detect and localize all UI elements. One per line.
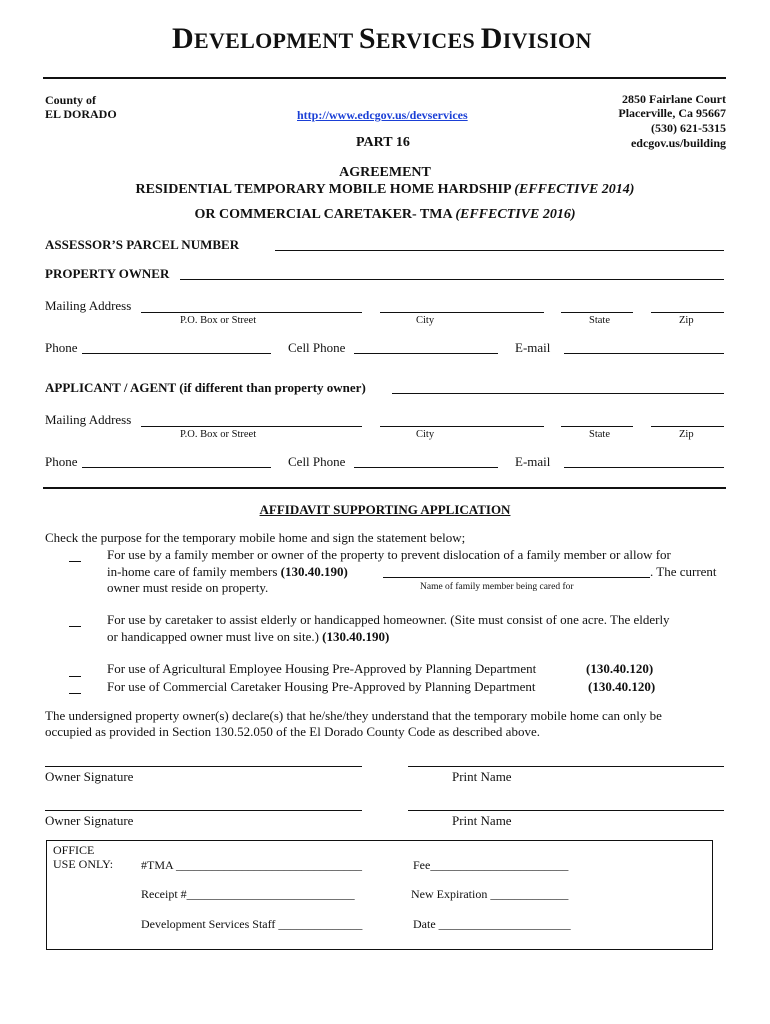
option-2-line-2 xyxy=(107,629,389,645)
applicant-state-field[interactable] xyxy=(561,426,633,427)
applicant-street-caption: P.O. Box or Street xyxy=(180,429,257,440)
owner-zip-caption: Zip xyxy=(679,315,694,326)
declaration-line-2: occupied as provided in Section 130.52.050 of the El Dorado County Code as described above. xyxy=(45,724,540,739)
option-2-checkbox[interactable] xyxy=(69,626,81,627)
applicant-city-field[interactable] xyxy=(380,426,544,427)
print-name-field-1[interactable] xyxy=(408,766,724,767)
property-owner-label: PROPERTY OWNER xyxy=(45,266,170,281)
title-word-1: EVELOPMENT xyxy=(193,28,359,53)
title-word-2: ERVICES xyxy=(375,28,481,53)
applicant-street-field[interactable] xyxy=(141,426,362,427)
option-4-checkbox[interactable] xyxy=(69,693,81,694)
date-field[interactable]: Date ______________________ xyxy=(413,917,571,931)
section-divider xyxy=(43,487,726,489)
office-label-2: USE ONLY: xyxy=(53,857,114,871)
option-2-line-1: For use by caretaker to assist elderly or handicapped homeowner. (Site must consist of one acre. The elderly xyxy=(107,612,670,627)
owner-signature-field-1[interactable] xyxy=(45,766,362,767)
owner-phone-label: Phone xyxy=(45,340,78,355)
option-3-text: For use of Agricultural Employee Housing Pre-Approved by Planning Department xyxy=(107,661,537,676)
applicant-phone-field[interactable] xyxy=(82,467,271,468)
owner-city-field[interactable] xyxy=(380,312,544,313)
title-initial-3: D xyxy=(480,22,503,55)
owner-city-caption: City xyxy=(416,315,435,326)
owner-zip-field[interactable] xyxy=(651,312,724,313)
owner-street-field[interactable] xyxy=(141,312,362,313)
applicant-cell-field[interactable] xyxy=(354,467,498,468)
agreement-subheading-1 xyxy=(0,182,770,198)
print-name-label-2: Print Name xyxy=(452,813,512,828)
title-word-3: IVISION xyxy=(502,28,592,53)
owner-signature-label-1: Owner Signature xyxy=(45,769,134,784)
applicant-cell-label: Cell Phone xyxy=(288,454,346,469)
agreement-subheading-2-effective: (EFFECTIVE 2016) xyxy=(455,207,576,222)
address-line-2: Placerville, Ca 95667 xyxy=(618,106,726,120)
part-number: PART 16 xyxy=(356,135,410,150)
option-2-line-2-text: or handicapped owner must live on site.) xyxy=(107,629,319,644)
applicant-email-label: E-mail xyxy=(515,454,551,469)
owner-cell-label: Cell Phone xyxy=(288,340,346,355)
address-line-1: 2850 Fairlane Court xyxy=(622,92,726,106)
applicant-phone-label: Phone xyxy=(45,454,78,469)
option-1-line-1: For use by a family member or owner of the property to prevent dislocation of a family member or allow for xyxy=(107,547,671,562)
address-line-3: (530) 621-5315 xyxy=(651,121,726,135)
owner-street-caption: P.O. Box or Street xyxy=(180,315,257,326)
print-name-field-2[interactable] xyxy=(408,810,724,811)
declaration-line-1: The undersigned property owner(s) declare(s) that he/she/they understand that the temporary mobile home can only be xyxy=(45,708,662,723)
applicant-email-field[interactable] xyxy=(564,467,724,468)
owner-phone-field[interactable] xyxy=(82,353,271,354)
option-2-code: (130.40.190) xyxy=(322,629,390,644)
option-3-code: (130.40.120) xyxy=(586,661,654,676)
applicant-state-caption: State xyxy=(589,429,610,440)
print-name-label-1: Print Name xyxy=(452,769,512,784)
owner-state-field[interactable] xyxy=(561,312,633,313)
receipt-number-field[interactable]: Receipt #____________________________ xyxy=(141,887,355,901)
applicant-field[interactable] xyxy=(392,393,724,394)
owner-cell-field[interactable] xyxy=(354,353,498,354)
affidavit-intro: Check the purpose for the temporary mobile home and sign the statement below; xyxy=(45,530,466,545)
parcel-number-label: ASSESSOR’S PARCEL NUMBER xyxy=(45,237,240,252)
family-member-name-field[interactable] xyxy=(383,577,650,578)
owner-email-label: E-mail xyxy=(515,340,551,355)
option-3-checkbox[interactable] xyxy=(69,676,81,677)
website-link[interactable]: http://www.edcgov.us/devservices xyxy=(297,108,468,122)
owner-email-field[interactable] xyxy=(564,353,724,354)
staff-field[interactable]: Development Services Staff ______________ xyxy=(141,917,363,931)
title-initial-2: S xyxy=(358,22,376,55)
page-title xyxy=(172,22,592,56)
family-member-name-caption: Name of family member being cared for xyxy=(420,582,574,592)
property-owner-field[interactable] xyxy=(180,279,724,280)
option-1-line-3: owner must reside on property. xyxy=(107,580,269,595)
applicant-mailing-label: Mailing Address xyxy=(45,412,132,427)
address-line-4: edcgov.us/building xyxy=(630,136,726,150)
tma-number-field[interactable]: #TMA _______________________________ xyxy=(141,858,363,872)
header-divider xyxy=(43,77,726,79)
county-line-2: EL DORADO xyxy=(45,107,117,121)
option-1-checkbox[interactable] xyxy=(69,561,81,562)
applicant-city-caption: City xyxy=(416,429,435,440)
agreement-heading: AGREEMENT xyxy=(339,165,431,180)
option-1-code: (130.40.190) xyxy=(280,564,348,579)
option-4-code: (130.40.120) xyxy=(588,679,656,694)
office-label-1: OFFICE xyxy=(53,843,95,857)
option-1-line-2-text: in-home care of family members xyxy=(107,564,278,579)
applicant-label: APPLICANT / AGENT (if different than property owner) xyxy=(45,380,366,395)
office-use-box xyxy=(46,840,713,950)
applicant-zip-caption: Zip xyxy=(679,429,694,440)
option-1-line-2-end: . The current xyxy=(650,564,717,579)
owner-mailing-label: Mailing Address xyxy=(45,298,132,313)
applicant-zip-field[interactable] xyxy=(651,426,724,427)
county-line-1: County of xyxy=(45,93,97,107)
parcel-number-field[interactable] xyxy=(275,250,724,251)
option-1-line-2 xyxy=(107,564,348,580)
agreement-subheading-2 xyxy=(0,207,770,223)
option-4-text: For use of Commercial Caretaker Housing Pre-Approved by Planning Department xyxy=(107,679,536,694)
owner-signature-field-2[interactable] xyxy=(45,810,362,811)
agreement-subheading-1-effective: (EFFECTIVE 2014) xyxy=(514,182,635,197)
agreement-subheading-2-main: OR COMMERCIAL CARETAKER- TMA xyxy=(194,207,452,222)
fee-field[interactable]: Fee_______________________ xyxy=(413,858,569,872)
owner-signature-label-2: Owner Signature xyxy=(45,813,134,828)
agreement-subheading-1-main: RESIDENTIAL TEMPORARY MOBILE HOME HARDSHIP xyxy=(135,182,511,197)
new-expiration-field[interactable]: New Expiration _____________ xyxy=(411,887,569,901)
affidavit-heading: AFFIDAVIT SUPPORTING APPLICATION xyxy=(259,502,511,517)
owner-state-caption: State xyxy=(589,315,610,326)
title-initial-1: D xyxy=(172,22,194,55)
